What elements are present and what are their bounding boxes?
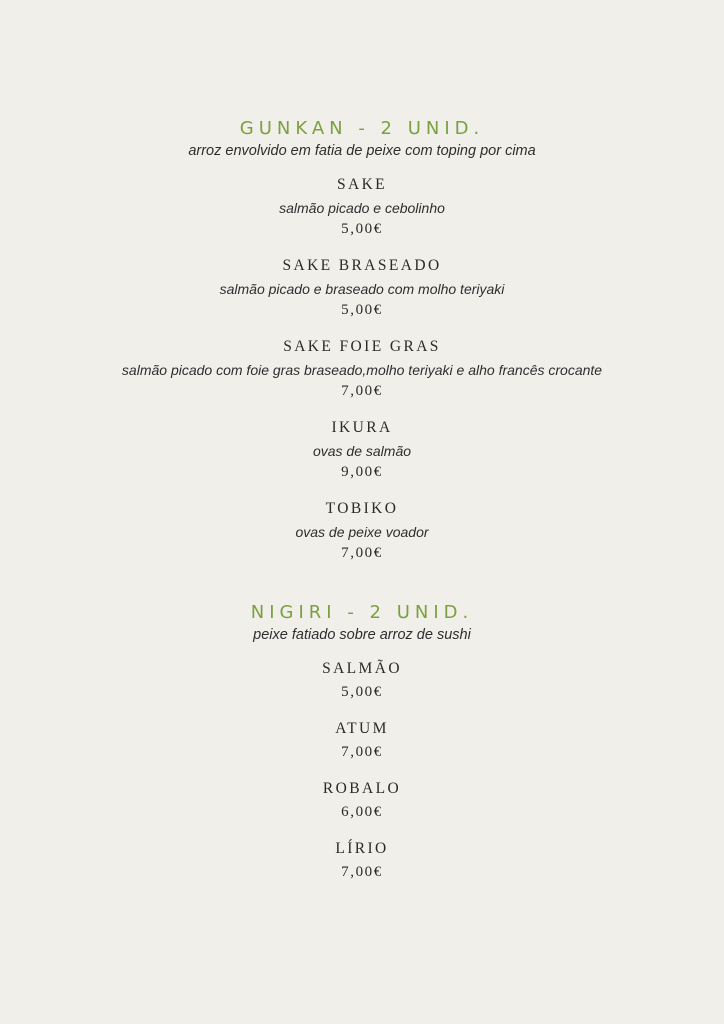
menu-item-price: 7,00€ [341, 744, 383, 760]
menu-item-price: 5,00€ [341, 302, 383, 318]
menu-item-name: SAKE BRASEADO [282, 257, 442, 274]
section-subtitle-nigiri: peixe fatiado sobre arroz de sushi [253, 627, 471, 643]
menu-item-name: SALMÃO [322, 660, 402, 677]
menu-item-price: 6,00€ [341, 804, 383, 820]
menu-item-price: 7,00€ [341, 383, 383, 399]
menu-item-name: SAKE FOIE GRAS [283, 338, 441, 355]
menu-item-description: salmão picado e braseado com molho teriyaki [219, 281, 505, 297]
menu-item-price: 5,00€ [341, 221, 383, 237]
menu-item-name: ROBALO [322, 780, 402, 797]
menu-item-description: ovas de peixe voador [295, 524, 429, 540]
section-title-nigiri: NIGIRI - 2 UNID. [250, 602, 474, 623]
menu-item-price: 5,00€ [341, 684, 383, 700]
menu-item-name: SAKE [336, 176, 388, 193]
menu-item-description: salmão picado com foie gras braseado,molho teriyaki e alho francês crocante [121, 362, 603, 378]
menu-item-name: ATUM [335, 720, 389, 737]
section-subtitle-gunkan: arroz envolvido em fatia de peixe com toping por cima [188, 143, 536, 159]
menu-item-name: IKURA [331, 419, 393, 436]
menu-item-price: 7,00€ [341, 545, 383, 561]
section-title-gunkan: GUNKAN - 2 UNID. [239, 118, 485, 139]
menu-item-price: 7,00€ [341, 864, 383, 880]
menu-item-name: LÍRIO [335, 840, 389, 857]
menu-item-description: ovas de salmão [312, 443, 412, 459]
menu-item-name: TOBIKO [325, 500, 399, 517]
menu-item-price: 9,00€ [341, 464, 383, 480]
menu-item-description: salmão picado e cebolinho [279, 200, 445, 216]
